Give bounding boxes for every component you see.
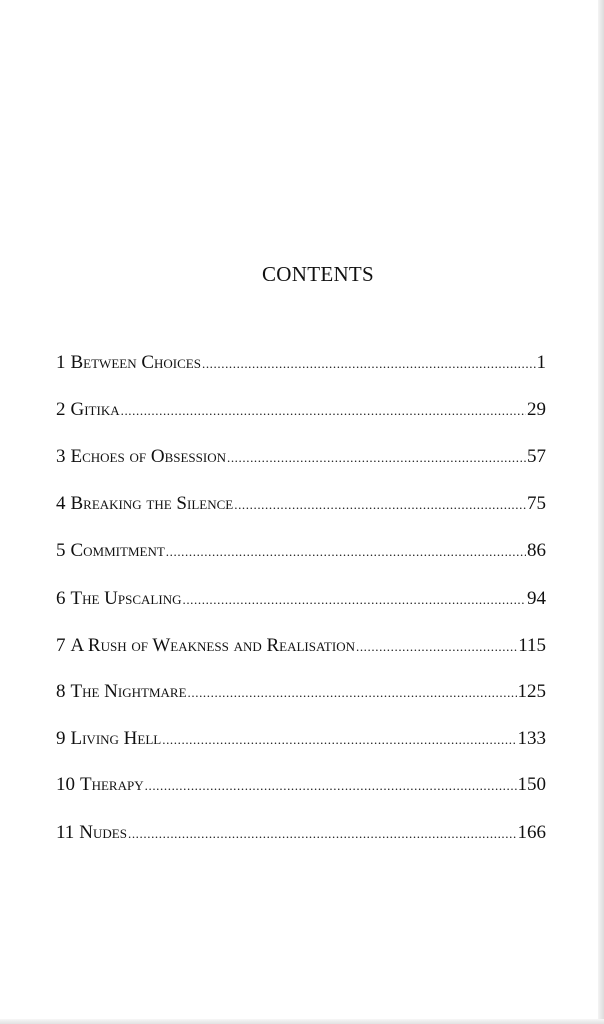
page-number: 133 <box>517 728 546 749</box>
page-number: 29 <box>527 399 546 420</box>
dot-leader <box>128 820 517 848</box>
chapter-title: Between Choices <box>70 352 201 373</box>
toc-entry <box>56 632 546 660</box>
chapter-title: Living Hell <box>70 728 162 749</box>
chapter-title: Gitika <box>70 399 120 420</box>
chapter-title: A Rush of Weakness and Realisation <box>70 635 355 656</box>
dot-leader <box>182 586 526 614</box>
toc-entry <box>56 537 546 565</box>
chapter-number: 8 <box>56 681 66 702</box>
toc-entry <box>56 349 546 377</box>
page-number: 86 <box>527 540 546 561</box>
page-number: 166 <box>517 822 546 843</box>
chapter-title: The Nightmare <box>70 681 187 702</box>
chapter-number: 10 <box>56 774 75 795</box>
toc-entry <box>56 490 546 518</box>
page-number: 150 <box>517 774 546 795</box>
dot-leader <box>227 444 526 472</box>
chapter-number: 9 <box>56 728 66 749</box>
dot-leader <box>356 633 517 661</box>
chapter-title: Nudes <box>79 822 127 843</box>
toc-entry <box>56 443 546 471</box>
dot-leader <box>121 397 526 425</box>
dot-leader <box>234 491 526 519</box>
chapter-number: 5 <box>56 540 66 561</box>
chapter-title: Breaking the Silence <box>70 493 234 514</box>
dot-leader <box>162 726 516 754</box>
dot-leader <box>188 679 517 707</box>
chapter-number: 1 <box>56 352 66 373</box>
page-number: 1 <box>536 352 546 373</box>
toc-entry <box>56 585 546 613</box>
page-number: 125 <box>517 681 546 702</box>
dot-leader <box>202 350 536 378</box>
chapter-title: Commitment <box>70 540 165 561</box>
contents-heading: CONTENTS <box>261 262 375 286</box>
page-number: 94 <box>527 588 546 609</box>
chapter-number: 2 <box>56 399 66 420</box>
chapter-number: 11 <box>56 822 75 843</box>
toc-entry <box>56 771 546 799</box>
dot-leader <box>145 772 517 800</box>
page-number: 115 <box>518 635 546 656</box>
toc-entry <box>56 396 546 424</box>
page-number: 57 <box>527 446 546 467</box>
chapter-number: 3 <box>56 446 66 467</box>
toc-entry <box>56 819 546 847</box>
page-bottom-edge <box>0 1019 604 1024</box>
toc-entry <box>56 678 546 706</box>
chapter-number: 6 <box>56 588 66 609</box>
page-edge-shadow <box>598 0 604 1024</box>
chapter-number: 4 <box>56 493 66 514</box>
chapter-title: Therapy <box>80 774 144 795</box>
chapter-title: The Upscaling <box>70 588 182 609</box>
page-number: 75 <box>527 493 546 514</box>
chapter-number: 7 <box>56 635 66 656</box>
chapter-title: Echoes of Obsession <box>70 446 226 467</box>
toc-entry <box>56 725 546 753</box>
dot-leader <box>166 538 526 566</box>
